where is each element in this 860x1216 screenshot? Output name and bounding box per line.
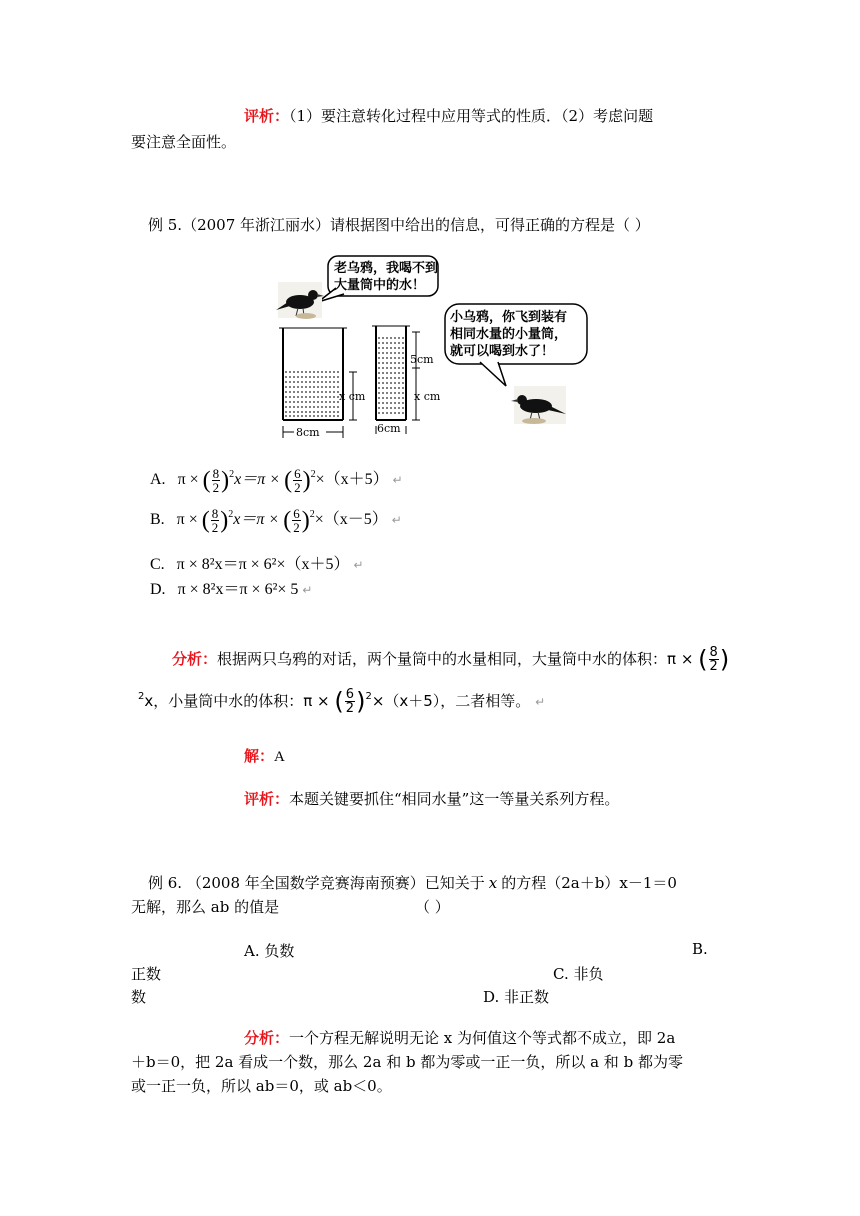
fraction-6-2: $\frac{6}{2}$ (345, 687, 355, 716)
analysis-6-line1: 分析：一个方程无解说明无论 x 为何值这个等式都不成立，即 2a (244, 1029, 676, 1047)
bubble-left-line1: 老乌鸦，我喝不到 (334, 261, 439, 276)
fraction-8-2: $\frac{8}{2}$ (709, 645, 718, 674)
option-letter: A. (150, 471, 166, 488)
bubble-right-line2: 相同水量的小量筒， (450, 327, 568, 342)
analysis-6-line2: ＋b＝0，把 2a 看成一个数，那么 2a 和 b 都为零或一正一负，所以 a 和 b 都为零 (131, 1053, 683, 1071)
eval-5: 评析：本题关键要抓住“相同水量”这一等量关系列方程。 (244, 790, 620, 808)
example6-option-b[interactable]: B. (692, 940, 708, 958)
eval-1-line2: 要注意全面性。 (131, 133, 237, 151)
analysis-6-line3: 或一正一负，所以 ab＝0，或 ab＜0。 (131, 1077, 392, 1095)
example5-stem: 例 5.（2007 年浙江丽水）请根据图中给出的信息，可得正确的方程是（ ） (148, 216, 650, 234)
fraction-6-2: $\frac{6}{2}$ (293, 505, 300, 535)
option-b[interactable]: B. π × ( $\frac{8}{2}$ )$^2$x＝π × ( $\frac{6}{2}$ )$^2$×（x－5） ↵ (150, 505, 402, 535)
analysis-5-line1: 分析：根据两只乌鸦的对话，两个量筒中的水量相同，大量筒中水的体积：π × ( $\frac{8}{2}$ ) (172, 645, 730, 674)
option-d[interactable]: D. π × 8²x＝π × 6²× 5 ↵ (150, 581, 313, 598)
example6-option-a[interactable]: A. 负数 (244, 942, 295, 960)
option-letter: C. (150, 556, 165, 573)
solution-5: 解：A (244, 747, 285, 765)
example6-stem-line1: 例 6. （2008 年全国数学竞赛海南预赛）已知关于 x 的方程（2a＋b）x－1＝0 (148, 874, 677, 892)
bubble-left-line2: 大量筒中的水！ (334, 278, 426, 293)
analysis-5-line2: $^2$x，小量筒中水的体积：π × ( $\frac{6}{2}$ )$^2$×（x＋5），二者相等。 ↵ (138, 687, 546, 716)
fraction-8-2: $\frac{8}{2}$ (211, 505, 219, 535)
option-letter: B. (150, 511, 165, 528)
label-xcm-left: x cm (339, 390, 366, 403)
example6-answer-paren: （ ） (415, 898, 450, 916)
label-5cm: 5cm (410, 353, 434, 366)
option-a[interactable]: A. π × ( $\frac{8}{2}$ )$^2$x＝π × ( $\frac{6}{2}$ )$^2$×（x＋5） ↵ (150, 465, 403, 495)
bubble-right-line3: 就可以喝到水了！ (450, 344, 555, 359)
example6-option-c-cont: 数 (131, 988, 147, 1006)
label-6cm: 6cm (377, 422, 401, 435)
label-8cm: 8cm (296, 426, 320, 439)
fraction-8-2: $\frac{8}{2}$ (212, 465, 220, 495)
fraction-6-2: $\frac{6}{2}$ (294, 465, 301, 495)
label-xcm-right: x cm (414, 390, 441, 403)
crow-icon-left (276, 282, 324, 319)
eval-text: （1）要注意转化过程中应用等式的性质．（2）考虑问题 (289, 107, 654, 125)
option-c[interactable]: C. π × 8²x＝π × 6²×（x＋5） ↵ (150, 556, 364, 573)
crow-icon-right (511, 386, 566, 424)
example6-option-d[interactable]: D. 非正数 (483, 988, 550, 1006)
small-cylinder (372, 326, 420, 434)
crow-cylinder-figure (270, 250, 600, 445)
bubble-right-line1: 小乌鸦，你飞到装有 (450, 310, 568, 325)
example6-stem-line2: 无解，那么 ab 的值是 (131, 898, 280, 916)
option-letter: D. (150, 581, 166, 598)
eval-label: 评析： (244, 107, 290, 125)
example6-option-b-cont: 正数 (131, 965, 162, 983)
eval-1 (244, 105, 653, 126)
large-cylinder (279, 328, 357, 438)
example6-option-c[interactable]: C. 非负 (553, 965, 604, 983)
